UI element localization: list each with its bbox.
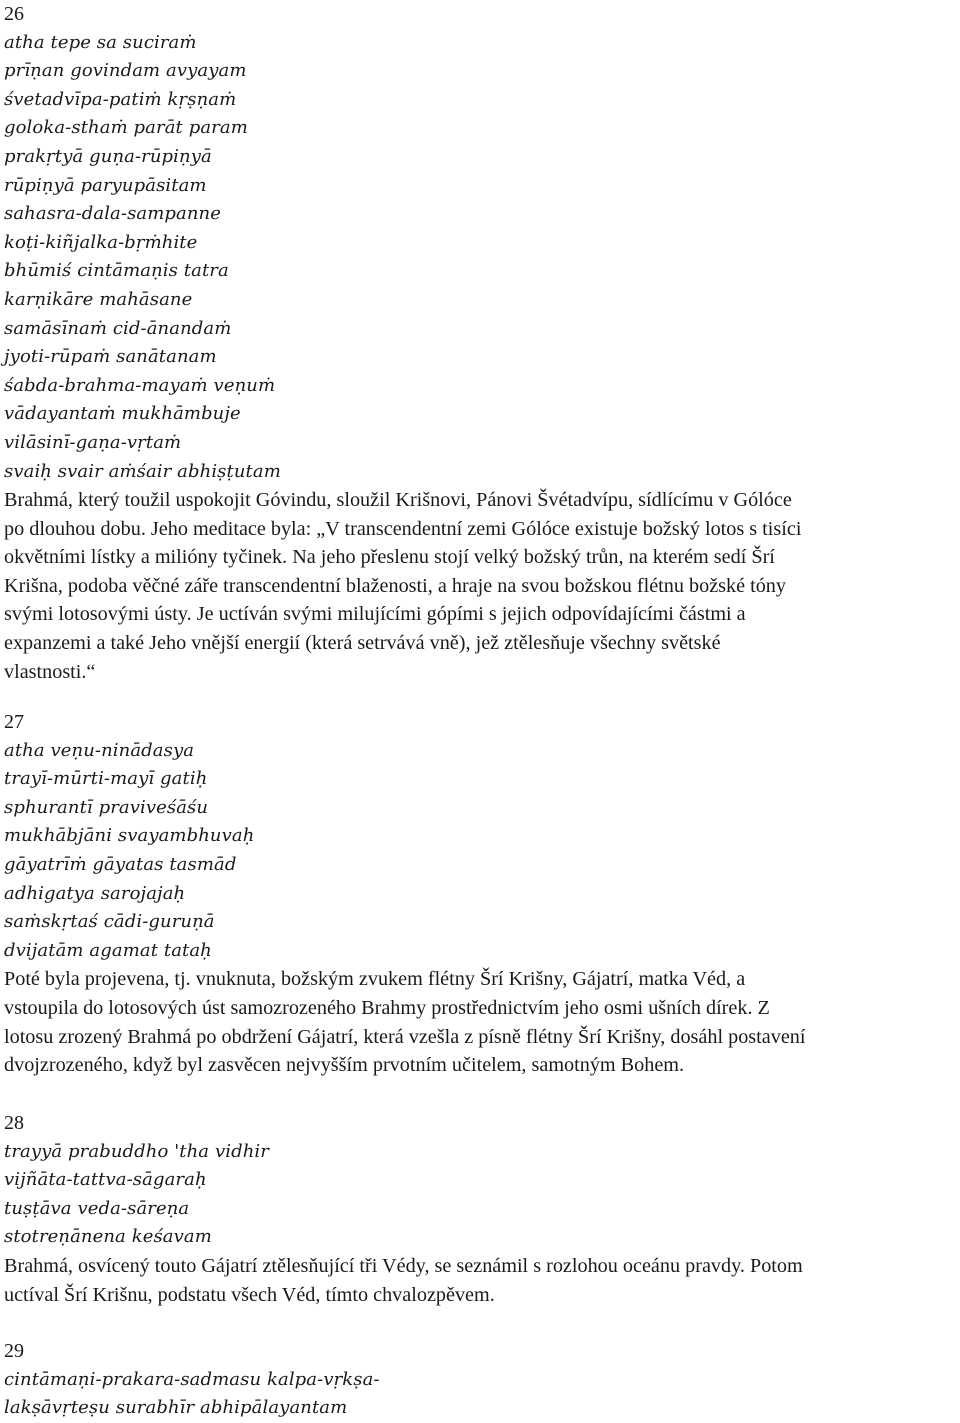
sanskrit-line: koṭi-kiñjalka-bṛṁhite <box>4 231 198 253</box>
sanskrit-line: cintāmaṇi-prakara-sadmasu kalpa-vṛkṣa- <box>4 1368 380 1390</box>
sanskrit-line: saṁskṛtaś cādi-guruṇā <box>4 911 215 933</box>
sanskrit-line: goloka-sthaṁ parāt param <box>4 117 248 139</box>
sanskrit-line: trayyā prabuddho 'tha vidhir <box>4 1140 269 1162</box>
sanskrit-line: prakṛtyā guṇa-rūpiṇyā <box>4 145 212 167</box>
sanskrit-line: gāyatrīṁ gāyatas tasmād <box>4 853 237 875</box>
translation-line: vlastnosti.“ <box>4 660 96 683</box>
sanskrit-line: mukhābjāni svayambhuvaḥ <box>4 825 255 847</box>
translation-line: Brahmá, osvícený touto Gájatrí ztělesňující tři Védy, se seznámil s rozlohou oceánu pravdy. Potom <box>4 1254 803 1277</box>
verse-number: 29 <box>4 1340 24 1362</box>
translation-line: vstoupila do lotosových úst samozrozeného Brahmy prostřednictvím jeho osmi ušních dírek. Z <box>4 996 770 1019</box>
verse-26 <box>4 0 956 686</box>
translation-text <box>4 1252 956 1309</box>
sanskrit-line: karṇikāre mahāsane <box>4 288 193 310</box>
sanskrit-text <box>4 29 956 487</box>
sanskrit-line: rūpiṇyā paryupāsitam <box>4 174 207 196</box>
translation-line: Krišna, podoba věčné záře transcendentní blaženosti, a hraje na svou božskou flétnu božské tóny <box>4 574 786 597</box>
translation-line: po dlouhou dobu. Jeho meditace byla: „V transcendentní zemi Gólóce existuje božský lotos s tisíci <box>4 517 802 540</box>
translation-text <box>4 486 956 686</box>
sanskrit-line: śabda-brahma-mayaṁ veṇuṁ <box>4 374 276 396</box>
sanskrit-line: svaiḥ svair aṁśair abhiṣṭutam <box>4 460 281 482</box>
translation-line: okvětními lístky a milióny tyčinek. Na jeho přeslenu stojí velký božský trůn, na kterém sedí Šrí <box>4 546 775 569</box>
sanskrit-line: atha tepe sa suciraṁ <box>4 31 197 53</box>
translation-line: Brahmá, který toužil uspokojit Góvindu, sloužil Krišnovi, Pánovi Švétadvípu, sídlícímu v Gólóce <box>4 489 792 512</box>
verse-number: 27 <box>4 711 24 733</box>
sanskrit-line: vādayantaṁ mukhāmbuje <box>4 403 241 425</box>
translation-line: uctíval Šrí Krišnu, podstatu všech Véd, tímto chvalozpěvem. <box>4 1283 495 1306</box>
sanskrit-text <box>4 737 956 966</box>
sanskrit-line: stotreṇānena keśavam <box>4 1226 212 1248</box>
sanskrit-line: vijñāta-tattva-sāgaraḥ <box>4 1169 207 1191</box>
verse-28 <box>4 1109 956 1309</box>
sanskrit-line: vilāsinī-gaṇa-vṛtaṁ <box>4 431 182 453</box>
translation-line: svými lotosovými ústy. Je uctíván svými milujícími gópími s jejich odpovídajícími částmi a <box>4 603 746 626</box>
sanskrit-line: dvijatām agamat tataḥ <box>4 939 212 961</box>
sanskrit-line: samāsīnaṁ cid-ānandaṁ <box>4 317 232 339</box>
translation-line: lotosu zrozený Brahmá po obdržení Gájatrí, která vzešla z písně flétny Šrí Krišny, dosáhl postavení <box>4 1025 806 1048</box>
sanskrit-line: bhūmiś cintāmaṇis tatra <box>4 260 229 282</box>
sanskrit-line: adhigatya sarojajaḥ <box>4 882 186 904</box>
verse-29 <box>4 1337 956 1423</box>
translation-line: dvojzrozeného, když byl zasvěcen nejvyšším prvotním učitelem, samotným Bohem. <box>4 1054 685 1077</box>
sanskrit-line: tuṣṭāva veda-sāreṇa <box>4 1197 190 1219</box>
translation-line: Poté byla projevena, tj. vnuknuta, božským zvukem flétny Šrí Krišny, Gájatrí, matka Véd, a <box>4 968 746 991</box>
verse-number: 28 <box>4 1112 24 1134</box>
sanskrit-text <box>4 1138 956 1252</box>
sanskrit-line: sahasra-dala-sampanne <box>4 203 222 225</box>
verse-number: 26 <box>4 3 24 25</box>
sanskrit-line: śvetadvīpa-patiṁ kṛṣṇaṁ <box>4 88 237 110</box>
sanskrit-line: prīṇan govindam avyayam <box>4 60 247 82</box>
translation-text <box>4 965 956 1079</box>
sanskrit-line: atha veṇu-ninādasya <box>4 739 195 761</box>
sanskrit-text <box>4 1366 956 1423</box>
sanskrit-line: jyoti-rūpaṁ sanātanam <box>4 346 217 368</box>
translation-line: expanzemi a také Jeho vnější energií (která setrvává vně), jež ztělesňuje všechny světské <box>4 632 721 655</box>
sanskrit-line: lakṣāvṛteṣu surabhīr abhipālayantam <box>4 1397 348 1419</box>
sanskrit-line: sphurantī praviveśāśu <box>4 796 209 818</box>
verse-27 <box>4 708 956 1080</box>
sanskrit-line: trayī-mūrti-mayī gatiḥ <box>4 768 208 790</box>
